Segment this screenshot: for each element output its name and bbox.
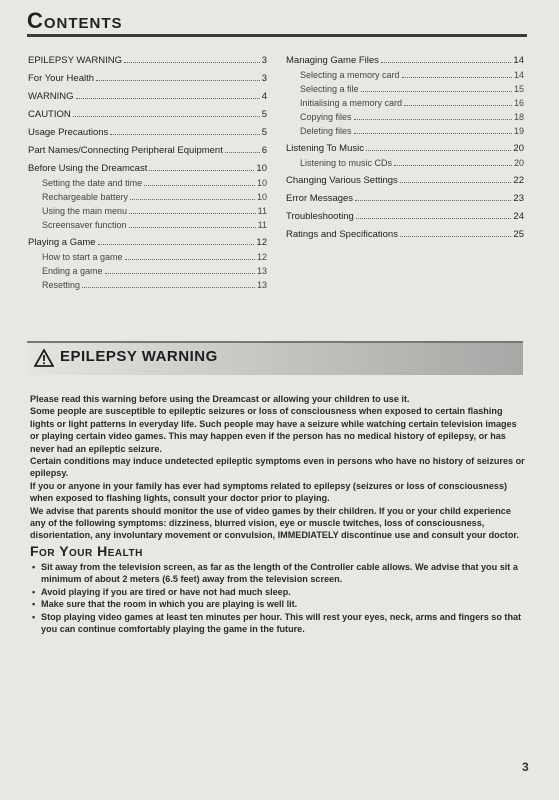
warning-paragraph: Some people are susceptible to epileptic seizures or loss of consciousness when exposed to certain flashing lights or light patterns in everyday life. Such people may have a seizure while watching certain television images or playing certain video games. This may happen even if the person has no medical history of epilepsy, or has never had an epileptic seizure. [30,406,517,454]
toc-leader-dots [149,162,254,171]
toc-leader-dots [361,83,512,92]
toc-entry-page: 11 [257,206,267,216]
toc-leader-dots [355,192,511,201]
toc-entry [286,210,524,224]
toc-entry [28,162,267,176]
toc-entry-page: 23 [513,193,524,204]
toc-entry [286,228,524,242]
toc-entry-page: 25 [513,229,524,240]
toc-entry-page: 5 [261,109,267,120]
toc-entry-page: 3 [261,55,267,66]
toc-entry-page: 13 [256,266,267,276]
toc-entry-page: 24 [513,211,524,222]
toc-entry-label: Using the main menu [42,206,128,216]
toc-subentry [28,278,267,292]
toc-entry-page: 12 [256,237,267,248]
toc-leader-dots [124,54,260,63]
toc-entry-page: 20 [513,158,524,168]
toc-subentry [28,190,267,204]
health-list [32,561,522,635]
toc-entry-label: Before Using the Dreamcast [28,163,148,174]
toc-entry-label: Part Names/Connecting Peripheral Equipment [28,145,223,156]
toc-entry-page: 4 [261,91,267,102]
health-list-item: • Sit away from the television screen, as far as the length of the Controller cable allows. We advise that you sit a minimum of about 2 meters (6.5 feet) away from the television screen. [32,561,522,586]
toc-entry-label: CAUTION [28,109,71,120]
toc-entry-label: Selecting a file [300,84,359,94]
toc-left-column [28,54,267,292]
toc-entry-label: For Your Health [28,73,95,84]
toc-leader-dots [98,236,255,245]
toc-entry-label: Listening To Music [286,143,364,154]
toc-leader-dots [400,174,512,183]
toc-leader-dots [356,210,512,219]
health-list-item: • Avoid playing if you are tired or have not had much sleep. [32,586,522,598]
toc-entry [286,54,524,68]
toc-leader-dots [129,219,256,228]
toc-subentry [286,110,524,124]
toc-entry-page: 12 [256,252,267,262]
toc-entry [28,90,267,104]
toc-leader-dots [225,144,260,153]
toc-entry [28,144,267,158]
toc-entry-label: Troubleshooting [286,211,354,222]
toc-entry-label: Copying files [300,112,352,122]
toc-entry-label: Usage Precautions [28,127,109,138]
epilepsy-warning-body [30,393,525,542]
toc-entry-label: Screensaver function [42,220,127,230]
toc-entry-label: EPILEPSY WARNING [28,55,122,66]
warning-paragraph: Certain conditions may induce undetected epileptic symptoms even in persons who have no history of seizures or epilepsy. [30,456,525,479]
toc-entry-label: Managing Game Files [286,55,379,66]
for-your-health-title: For Your Health [30,543,143,559]
toc-leader-dots [96,72,260,81]
toc-leader-dots [110,126,259,135]
toc-entry-label: Rechargeable battery [42,192,129,202]
page-number: 3 [522,760,529,774]
toc-entry-label: Changing Various Settings [286,175,398,186]
toc-leader-dots [125,251,255,260]
toc-entry [286,174,524,188]
toc-subentry [286,96,524,110]
toc-entry-page: 14 [513,70,524,80]
toc-leader-dots [129,205,256,214]
toc-leader-dots [381,54,511,63]
warning-triangle-icon [34,349,54,367]
toc-leader-dots [404,97,512,106]
epilepsy-warning-title: EPILEPSY WARNING [60,348,218,365]
toc-entry [28,236,267,250]
toc-entry-page: 11 [257,220,267,230]
toc-entry-page: 18 [513,112,524,122]
toc-entry [28,72,267,86]
toc-entry-label: Deleting files [300,126,352,136]
toc-subentry [28,250,267,264]
toc-entry-page: 5 [261,127,267,138]
toc-entry [286,192,524,206]
toc-entry-label: Initialising a memory card [300,98,403,108]
toc-entry-page: 19 [513,126,524,136]
toc-entry [286,142,524,156]
toc-subentry [286,82,524,96]
toc-leader-dots [144,177,255,186]
toc-leader-dots [105,265,255,274]
toc-entry-page: 22 [513,175,524,186]
toc-leader-dots [354,111,512,120]
toc-right-column [286,54,524,242]
toc-entry-page: 13 [256,280,267,290]
toc-entry [28,54,267,68]
toc-entry-label: Error Messages [286,193,354,204]
toc-subentry [28,204,267,218]
toc-subentry [286,156,524,170]
toc-entry [28,126,267,140]
toc-entry-page: 14 [513,55,524,66]
toc-leader-dots [130,191,255,200]
toc-entry [28,108,267,122]
toc-subentry [286,124,524,138]
toc-entry-page: 6 [261,145,267,156]
title-rule [27,34,527,37]
toc-subentry [286,68,524,82]
toc-entry-page: 3 [261,73,267,84]
toc-entry-label: Setting the date and time [42,178,143,188]
toc-entry-label: Selecting a memory card [300,70,400,80]
toc-entry-page: 10 [256,163,267,174]
toc-entry-page: 20 [513,143,524,154]
contents-title: Contents [27,8,123,33]
toc-leader-dots [400,228,511,237]
toc-entry-page: 10 [256,178,267,188]
warning-paragraph: If you or anyone in your family has ever had symptoms related to epilepsy (seizures or loss of consciousness) when exposed to flashing lights, consult your doctor prior to playing. [30,480,508,504]
toc-leader-dots [73,108,260,117]
toc-entry-label: WARNING [28,91,74,102]
toc-entry-page: 16 [513,98,524,108]
toc-leader-dots [394,157,512,166]
toc-entry-label: Resetting [42,280,81,290]
toc-entry-label: Ending a game [42,266,103,276]
toc-leader-dots [76,90,260,99]
toc-leader-dots [82,279,255,288]
toc-leader-dots [366,142,511,151]
toc-subentry [28,218,267,232]
toc-entry-page: 10 [256,192,267,202]
toc-entry-label: Listening to music CDs [300,158,393,168]
toc-entry-label: How to start a game [42,252,123,262]
toc-subentry [28,176,267,190]
toc-subentry [28,264,267,278]
warning-paragraph: Please read this warning before using the Dreamcast or allowing your children to use it. [30,394,410,404]
toc-leader-dots [354,125,512,134]
toc-entry-label: Ratings and Specifications [286,229,398,240]
warning-paragraph: We advise that parents should monitor the use of video games by their children. If you or your child experience any of the following symptoms: dizziness, blurred vision, eye or muscle twitches, loss of consciousness, disorientation, any involuntary movement or convulsion, IMMEDIATELY discontinue use and consult your doctor. [30,505,519,541]
health-list-item: • Make sure that the room in which you are playing is well lit. [32,598,522,610]
toc-entry-label: Playing a Game [28,237,96,248]
health-list-item: • Stop playing video games at least ten minutes per hour. This will rest your eyes, neck, arms and fingers so that you can continue comfortably playing the game in the future. [32,611,522,636]
toc-leader-dots [402,69,512,78]
toc-entry-page: 15 [513,84,524,94]
